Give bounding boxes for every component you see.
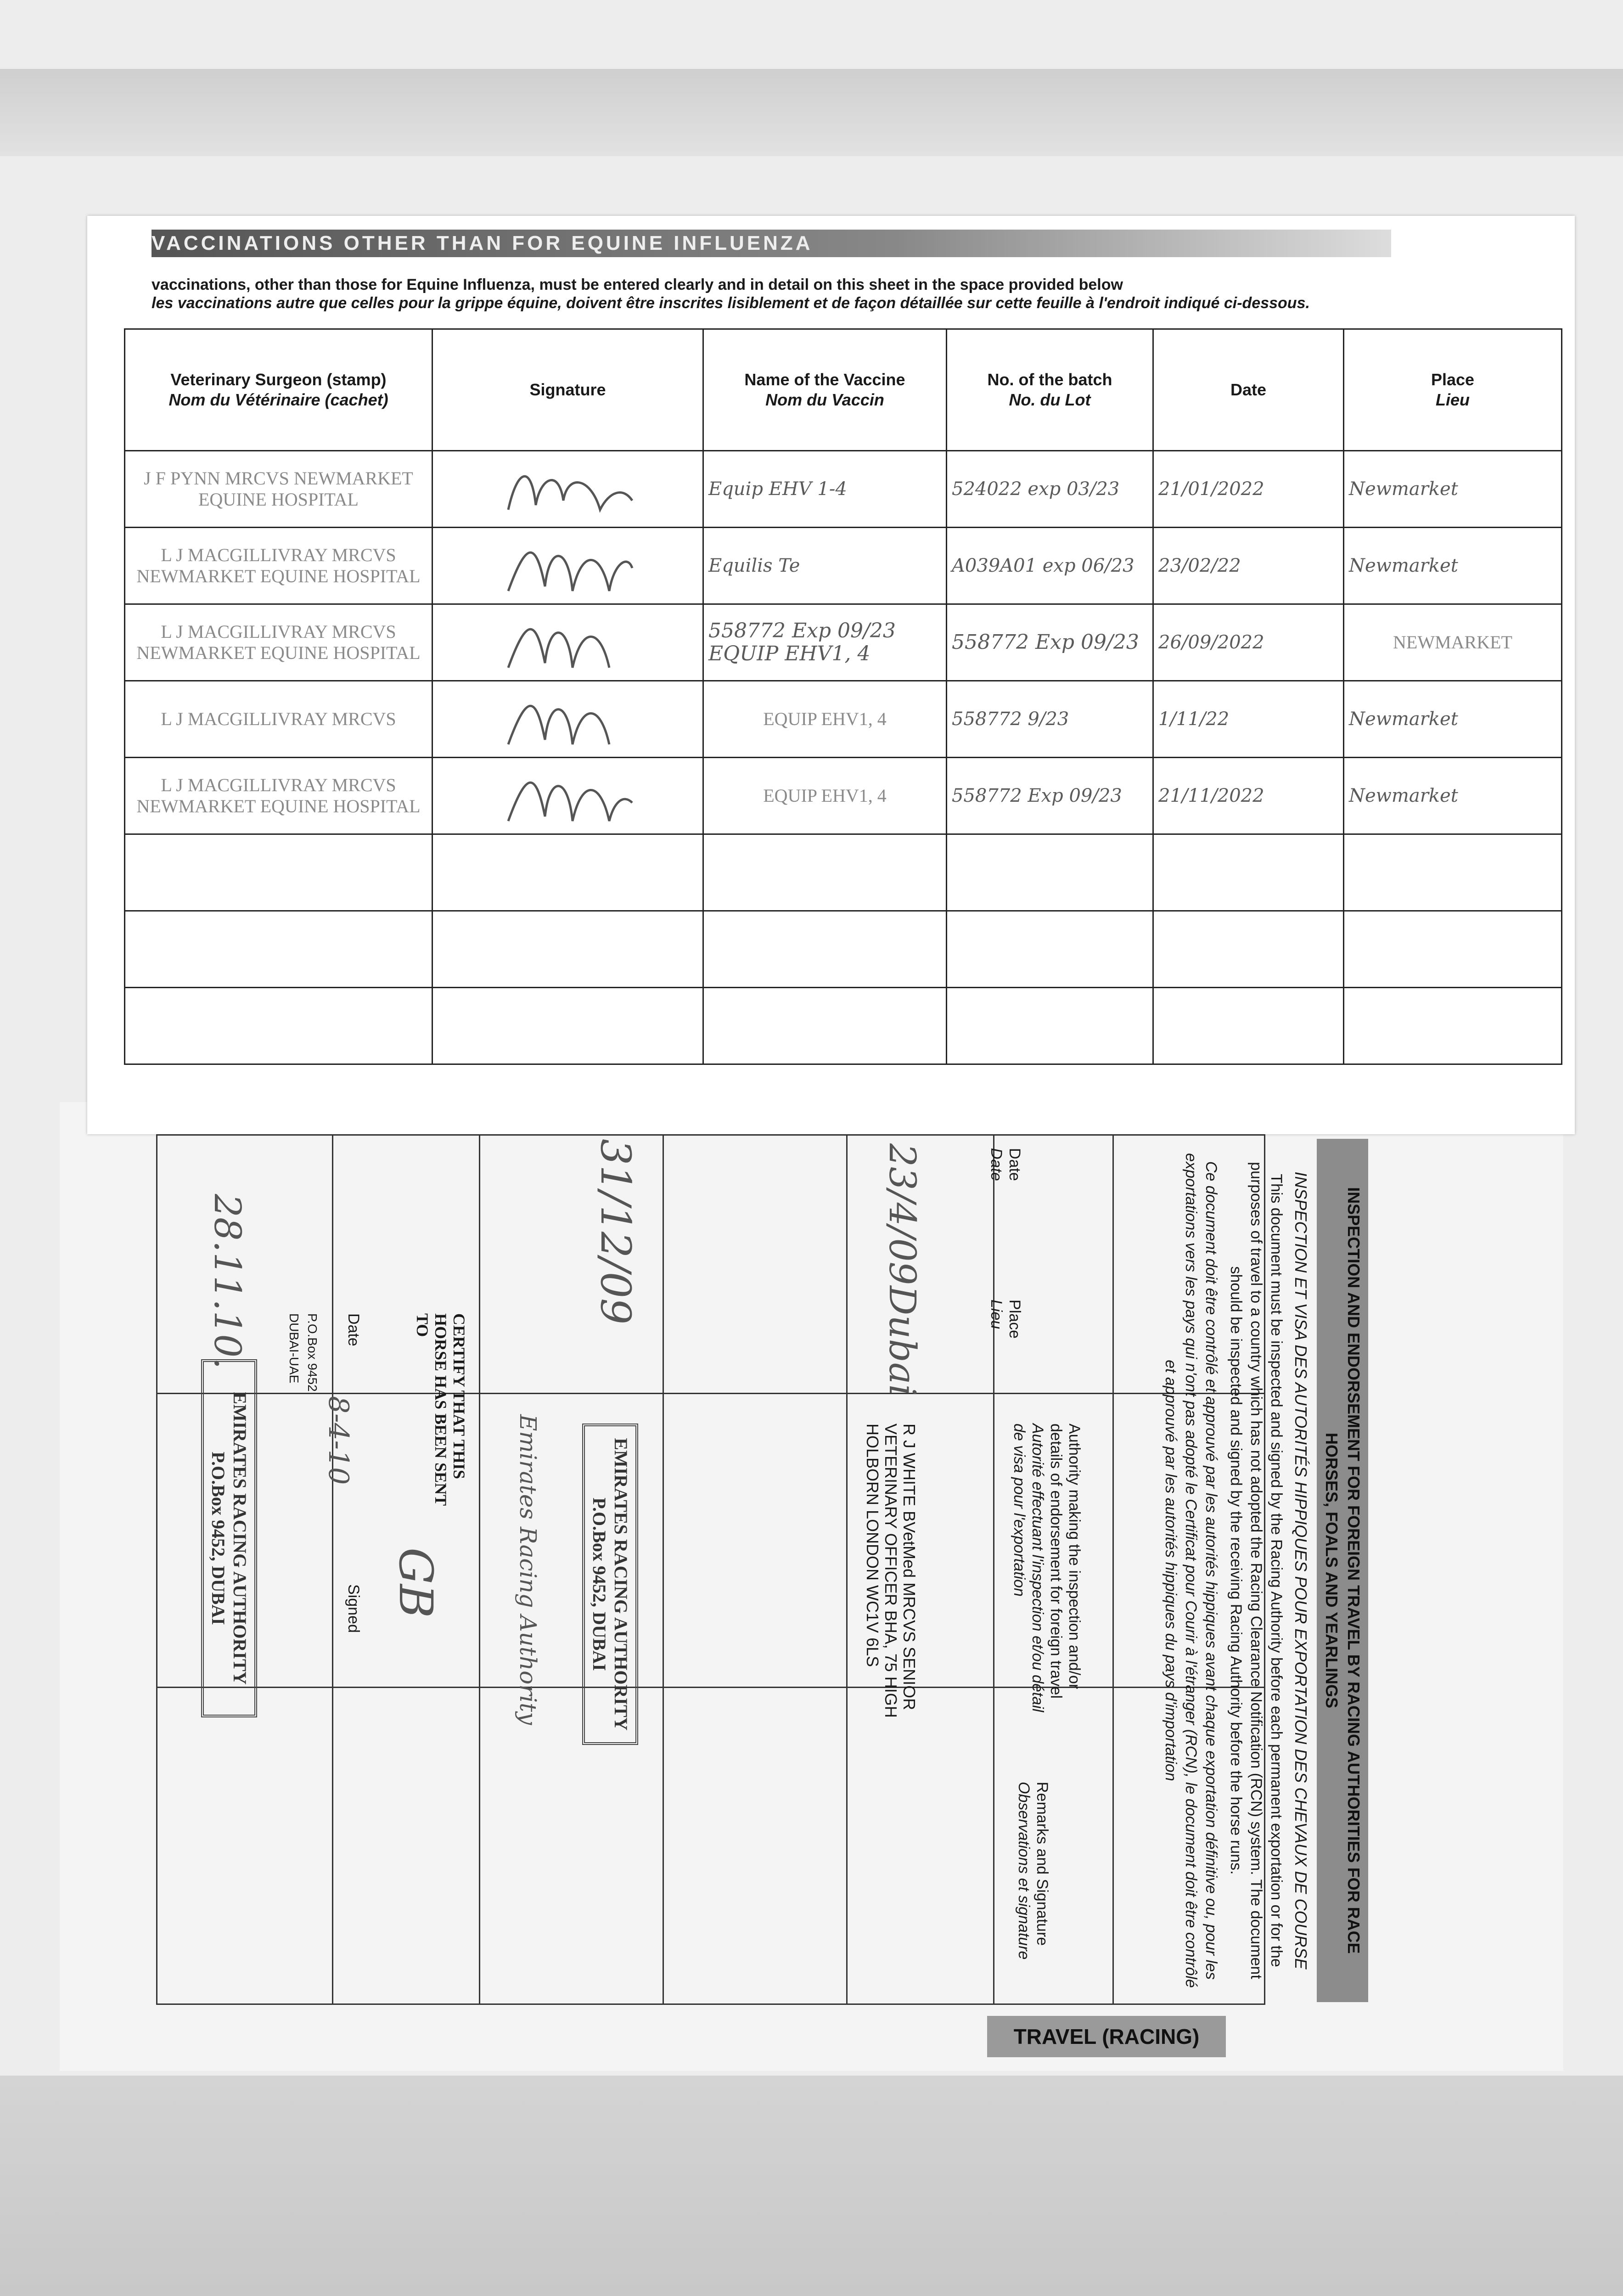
table-row bbox=[125, 681, 1562, 758]
row5-signature bbox=[432, 758, 703, 834]
endorsement-title-fr: INSPECTION ET VISA DES AUTORITÉS HIPPIQUES POUR EXPORTATION DES CHEVAUX DE COURSE bbox=[1292, 1171, 1310, 1970]
row4-date: 1/11/22 bbox=[1153, 681, 1344, 758]
entry3-signed-label: Signed bbox=[345, 1584, 362, 1633]
scan-top-shadow bbox=[0, 69, 1623, 156]
col-date-heading: Date Date bbox=[988, 1148, 1023, 1181]
endorsement-table bbox=[156, 1134, 1265, 2005]
col-vaccine: Name of the Vaccine Nom du Vaccin bbox=[703, 329, 947, 451]
row3-surgeon-stamp: L J MACGILLIVRAY MRCVS NEWMARKET EQUINE HOSPITAL bbox=[125, 604, 432, 681]
row1-date: 21/01/2022 bbox=[1153, 451, 1344, 528]
vaccination-table bbox=[124, 328, 1562, 1065]
table-row bbox=[125, 834, 1562, 911]
entry3-box: P.O.Box 9452 DUBAI-UAE bbox=[287, 1313, 320, 1392]
vaccination-section-header: VACCINATIONS OTHER THAN FOR EQUINE INFLUENZA bbox=[152, 230, 1391, 257]
col-place: Place Lieu bbox=[1344, 329, 1562, 451]
entry2-date: 31/12/09 bbox=[591, 1139, 640, 1325]
vaccination-table-header bbox=[125, 329, 1562, 451]
row1-signature bbox=[432, 451, 703, 528]
row4-batch: 558772 9/23 bbox=[947, 681, 1153, 758]
entry3-certify: CERTIFY THAT THIS HORSE HAS BEEN SENT TO bbox=[413, 1313, 468, 1506]
row3-date: 26/09/2022 bbox=[1153, 604, 1344, 681]
row2-date: 23/02/22 bbox=[1153, 528, 1344, 604]
entry2-stamp: EMIRATES RACING AUTHORITY P.O.Box 9452, DUBAI bbox=[582, 1424, 638, 1745]
col-signature: Signature bbox=[432, 329, 703, 451]
endorsement-paragraph: This document must be inspected and signed by the Racing Authority before each permanent exportation or for the purposes of travel to a country which has not adopted the Racing Clearance Notification (RCN) system. The document should be inspected and signed by the receiving Racing Authority before the horse runs. bbox=[1227, 1162, 1285, 1979]
entry2-stamp-script: Emirates Racing Authority bbox=[515, 1414, 541, 1725]
table-row bbox=[125, 758, 1562, 834]
row3-place: NEWMARKET bbox=[1344, 604, 1562, 681]
row5-place: Newmarket bbox=[1344, 758, 1562, 834]
col-authority-heading: Authority making the inspection and/or details of endorsement for foreign travel Autorité effectuant l'inspection et/ou détail de visa pour l'exportation bbox=[1011, 1424, 1083, 1712]
row2-batch: A039A01 exp 06/23 bbox=[947, 528, 1153, 604]
row5-batch: 558772 Exp 09/23 bbox=[947, 758, 1153, 834]
instruction-en: vaccinations, other than those for Equine Influenza, must be entered clearly and in detail on this sheet in the space provided below bbox=[152, 276, 1123, 293]
endorsement-paragraph-fr: Ce document doit être contrôlé et approuvé par les autorités hippiques avant chaque exportation définitive ou, pour les exportations vers les pays qui n'ont pas adopté le Certificat pour Courir à l'étranger (RCN), le document doit être contrôlé et approuvé par les autorités hippiques du pays d'importation bbox=[1162, 1153, 1220, 1988]
endorsement-header-block bbox=[1162, 1139, 1368, 2002]
row4-signature bbox=[432, 681, 703, 758]
entry4-date: 28.11.10. bbox=[206, 1194, 249, 1369]
entry3-date-label: Date bbox=[345, 1313, 362, 1346]
instruction-fr: les vaccinations autre que celles pour la grippe équine, doivent être inscrites lisiblement et de façon détaillée sur cette feuille à l'endroit indiqué ci-dessous. bbox=[152, 294, 1310, 312]
travel-racing-tab: TRAVEL (RACING) bbox=[987, 2016, 1226, 2057]
row3-batch: 558772 Exp 09/23 bbox=[947, 604, 1153, 681]
scan-bottom-shadow bbox=[0, 2076, 1623, 2296]
table-row bbox=[125, 451, 1562, 528]
table-row bbox=[125, 911, 1562, 988]
row2-place: Newmarket bbox=[1344, 528, 1562, 604]
entry1-date: 23/4/09 bbox=[881, 1143, 924, 1285]
vaccination-instructions bbox=[152, 276, 1310, 312]
entry3-date: 8-4-10 bbox=[322, 1396, 354, 1485]
endorsement-title: INSPECTION AND ENDORSEMENT FOR FOREIGN TRAVEL BY RACING AUTHORITIES FOR RACE HORSES, FOALS AND YEARLINGS bbox=[1317, 1139, 1368, 2002]
row1-surgeon-stamp: J F PYNN MRCVS NEWMARKET EQUINE HOSPITAL bbox=[125, 451, 432, 528]
row5-surgeon-stamp: L J MACGILLIVRAY MRCVS NEWMARKET EQUINE HOSPITAL bbox=[125, 758, 432, 834]
row4-vaccine: EQUIP EHV1, 4 bbox=[703, 681, 947, 758]
row2-signature bbox=[432, 528, 703, 604]
col-batch: No. of the batch No. du Lot bbox=[947, 329, 1153, 451]
entry1-authority: R J WHITE BVetMed MRCVS SENIOR VETERINARY OFFICER BHA, 75 HIGH HOLBORN LONDON WC1V 6LS bbox=[863, 1424, 919, 1718]
row1-vaccine: Equip EHV 1-4 bbox=[703, 451, 947, 528]
row3-signature bbox=[432, 604, 703, 681]
table-row bbox=[125, 988, 1562, 1064]
row1-batch: 524022 exp 03/23 bbox=[947, 451, 1153, 528]
entry1-place: Dubai bbox=[881, 1286, 924, 1396]
row4-place: Newmarket bbox=[1344, 681, 1562, 758]
entry3-destination: GB bbox=[389, 1548, 443, 1618]
row3-vaccine: 558772 Exp 09/23 EQUIP EHV1, 4 bbox=[703, 604, 947, 681]
table-row bbox=[125, 528, 1562, 604]
row4-surgeon-stamp: L J MACGILLIVRAY MRCVS bbox=[125, 681, 432, 758]
col-remarks-heading: Remarks and Signature Observations et signature bbox=[1015, 1782, 1051, 1960]
row1-place: Newmarket bbox=[1344, 451, 1562, 528]
row2-surgeon-stamp: L J MACGILLIVRAY MRCVS NEWMARKET EQUINE HOSPITAL bbox=[125, 528, 432, 604]
col-date: Date bbox=[1153, 329, 1344, 451]
col-surgeon: Veterinary Surgeon (stamp) Nom du Vétérinaire (cachet) bbox=[125, 329, 432, 451]
row2-vaccine: Equilis Te bbox=[703, 528, 947, 604]
table-row bbox=[125, 604, 1562, 681]
entry4-stamp: EMIRATES RACING AUTHORITY P.O.Box 9452, DUBAI bbox=[201, 1359, 257, 1717]
row5-date: 21/11/2022 bbox=[1153, 758, 1344, 834]
col-place-heading: Place Lieu bbox=[988, 1300, 1023, 1339]
row5-vaccine: EQUIP EHV1, 4 bbox=[703, 758, 947, 834]
